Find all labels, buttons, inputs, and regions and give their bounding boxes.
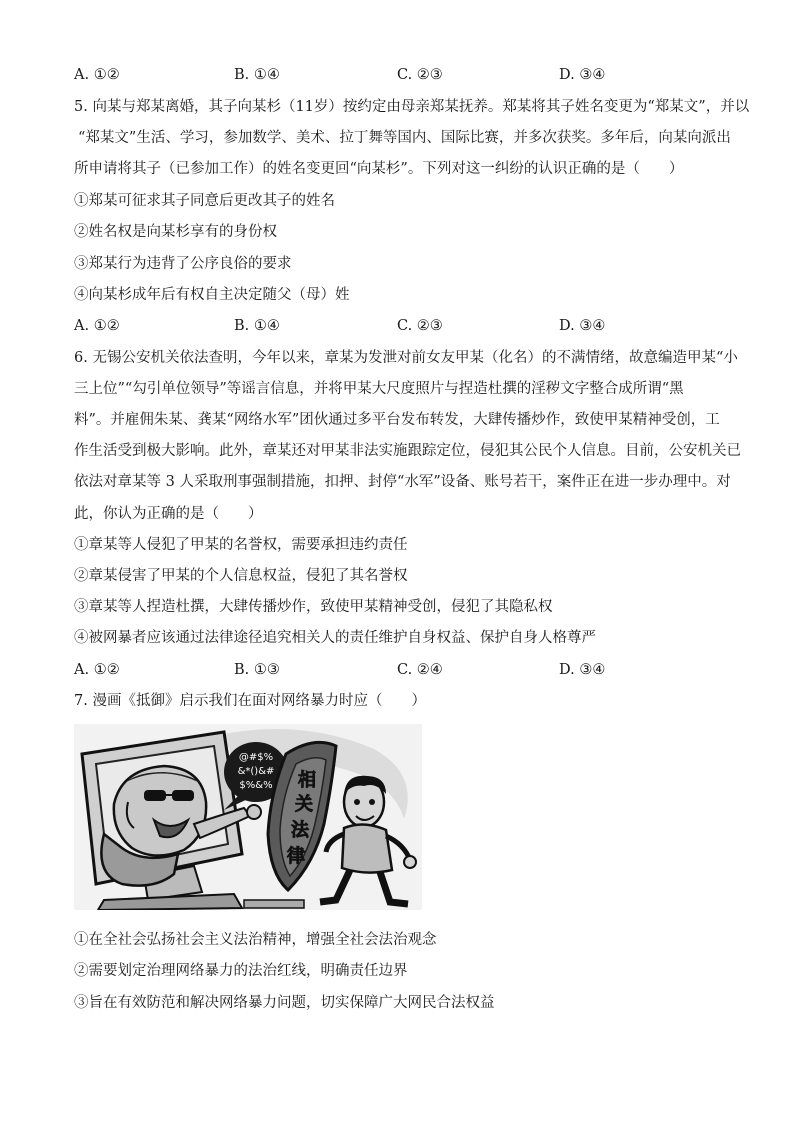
q4-option-d: D. ③④ [559, 67, 606, 83]
q7-statement: ②需要划定治理网络暴力的法治红线，明确责任边界 [74, 963, 408, 979]
cartoon-illustration [74, 724, 422, 910]
shield-text: 相 [298, 770, 316, 791]
q7-statement: ①在全社会弘扬社会主义法治精神，增强全社会法治观念 [74, 932, 437, 948]
q6-option-a: A. ①② [74, 662, 120, 678]
q5-statement: ②姓名权是向某杉享有的身份权 [74, 224, 277, 240]
q5-option-a: A. ①② [74, 318, 120, 334]
q6-stem-line: 三上位”“勾引单位领导”等谣言信息，并将甲某大尺度照片与捏造杜撰的淫秽文字整合成所谓“黑 [74, 381, 684, 397]
speech-symbols: &*()&# [237, 766, 275, 777]
speech-symbols: @#$% [238, 752, 274, 763]
q6-statement: ②章某侵害了甲某的个人信息权益，侵犯了其名誉权 [74, 568, 408, 584]
q5-statement: ④向某杉成年后有权自主决定随父（母）姓 [74, 287, 350, 303]
q7-stem: 7. 漫画《抵御》启示我们在面对网络暴力时应（ ） [74, 693, 426, 709]
q6-statement: ④被网暴者应该通过法律途径追究相关人的责任维护自身权益、保护自身人格尊严 [74, 630, 596, 646]
q5-stem-line: 所申请将其子（已参加工作）的姓名变更回“向某杉”。下列对这一纠纷的认识正确的是（ ） [74, 161, 684, 177]
q6-option-b: B. ①③ [234, 662, 280, 678]
q6-option-d: D. ③④ [559, 662, 606, 678]
q6-stem-line: 依法对章某等 3 人采取刑事强制措施，扣押、封停“水军”设备、账号若干，案件正在进一步办理中。对 [74, 474, 731, 490]
q6-stem-line: 6. 无锡公安机关依法查明，今年以来，章某为发泄对前女友甲某（化名）的不满情绪，故意编造甲某“小 [74, 350, 738, 366]
q5-stem-line: 5. 向某与郑某离婚，其子向某杉（11岁）按约定由母亲郑某抚养。郑某将其子姓名变更为“郑某文”，并以 [74, 99, 750, 115]
q6-options [74, 660, 714, 680]
q5-option-d: D. ③④ [559, 318, 606, 334]
shield-text: 律 [287, 846, 305, 867]
q7-statement: ③旨在有效防范和解决网络暴力问题，切实保障广大网民合法权益 [74, 995, 495, 1011]
q5-option-c: C. ②③ [397, 318, 443, 334]
q4-option-c: C. ②③ [397, 67, 443, 83]
q5-statement: ①郑某可征求其子同意后更改其子的姓名 [74, 193, 335, 209]
q5-statement: ③郑某行为违背了公序良俗的要求 [74, 256, 292, 272]
shield-text: 法 [291, 820, 309, 841]
q4-option-a: A. ①② [74, 67, 120, 83]
q6-statement: ①章某等人侵犯了甲某的名誉权，需要承担违约责任 [74, 537, 408, 553]
q4-option-b: B. ①④ [234, 67, 280, 83]
speech-symbols: $%&% [239, 780, 273, 791]
shield-text: 关 [295, 794, 313, 815]
q6-statement: ③章某等人捏造杜撰，大肆传播炒作，致使甲某精神受创，侵犯了其隐私权 [74, 599, 553, 615]
q5-options [74, 316, 714, 336]
q5-option-b: B. ①④ [234, 318, 280, 334]
q6-option-c: C. ②④ [397, 662, 443, 678]
q6-stem-line: 此，你认为正确的是（ ） [74, 506, 263, 522]
q6-stem-line: 料”。并雇佣朱某、龚某“网络水军”团伙通过多平台发布转发，大肆传播炒作，致使甲某精神受创，工 [74, 412, 720, 428]
q4-options [74, 65, 714, 85]
q5-stem-line: “郑某文”生活、学习，参加数学、美术、拉丁舞等国内、国际比赛，并多次获奖。多年后，向某向派出 [78, 130, 731, 146]
q6-stem-line: 作生活受到极大影响。此外，章某还对甲某非法实施跟踪定位，侵犯其公民个人信息。目前，公安机关已 [74, 443, 741, 459]
